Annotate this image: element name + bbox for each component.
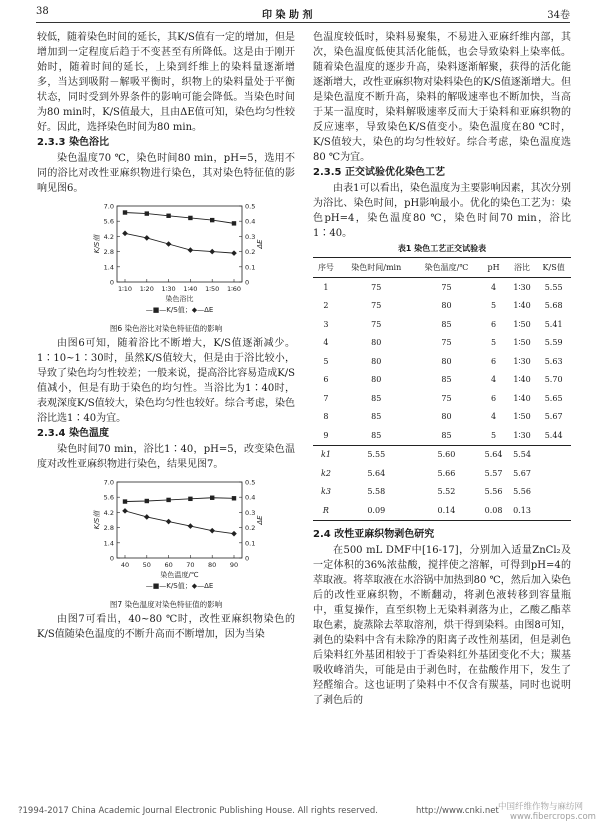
table-summary-row bbox=[313, 445, 571, 464]
paragraph: 较低，随着染色时间的延长，其K/S值有一定的增加，但是增加到一定程度后趋于不变甚至有所降低。这是由于刚开始时，随着时间的延长，上染到纤维上的染料量逐渐增多，当达到吸附－解吸平衡时，织物上的染料量处于平衡状态，同时受到外界条件的影响可能会降低。当染色时间为80 min时，K/S值最大，且由ΔE值可知，染色均匀性较好。因此，选择染色时间为80 min。 bbox=[37, 32, 295, 133]
y-tick-label: 1.4 bbox=[103, 263, 114, 272]
table-cell: 75 bbox=[371, 319, 382, 329]
series-line-ks bbox=[125, 498, 234, 502]
table-cell: 5.52 bbox=[437, 487, 456, 497]
data-point-ks bbox=[232, 221, 236, 225]
table-cell: 85 bbox=[441, 430, 452, 440]
table-cell: 6 bbox=[323, 375, 329, 385]
table-cell: 5.44 bbox=[544, 430, 563, 440]
table-cell: 80 bbox=[441, 301, 452, 311]
y-tick-label: 2.8 bbox=[103, 524, 114, 533]
table-cell: 75 bbox=[371, 282, 382, 292]
table-cell: 5.64 bbox=[367, 468, 386, 478]
table-cell: 5 bbox=[490, 430, 497, 440]
table-cell: 80 bbox=[441, 412, 452, 422]
table-cell: 5.65 bbox=[544, 393, 563, 403]
table-row bbox=[313, 315, 571, 334]
x-tick-label: 50 bbox=[142, 561, 151, 569]
table-cell: 6 bbox=[490, 356, 497, 366]
table-cell-empty bbox=[536, 501, 571, 520]
paragraph: 由表1可以看出，染色温度为主要影响因素，其次分别为浴比、染色时间，pH影响最小。优化的染色工艺为：染色pH=4，染色温度80 ℃，染色时间70 min，浴比1∶40。 bbox=[313, 183, 571, 239]
y-tick-label: 7.0 bbox=[103, 202, 114, 211]
section-heading-2-3-4: 2.3.4 染色温度 bbox=[37, 428, 109, 439]
data-point-ks bbox=[123, 210, 127, 214]
table-cell: 5.60 bbox=[414, 445, 480, 464]
table-cell: 5.59 bbox=[544, 338, 563, 348]
watermark-en: www.fibercrops.com bbox=[510, 812, 596, 822]
table-cell: 5.54 bbox=[508, 445, 536, 464]
y2-tick-label: 0.1 bbox=[245, 539, 256, 548]
page-number: 38 bbox=[36, 6, 49, 17]
table-cell: 5.70 bbox=[544, 375, 563, 385]
table-cell: 1 bbox=[323, 282, 329, 292]
x-tick-label: 70 bbox=[186, 561, 195, 569]
y-tick-label: 5.6 bbox=[103, 217, 114, 226]
table-cell: 4 bbox=[490, 375, 497, 385]
table-cell: 1∶40 bbox=[513, 393, 531, 403]
table-row bbox=[313, 297, 571, 316]
table-cell: 5.41 bbox=[544, 319, 563, 329]
y-axis-label: K/S值 bbox=[93, 510, 101, 530]
table-row bbox=[313, 408, 571, 427]
data-point-delta-e bbox=[144, 514, 150, 520]
y-tick-label: 2.8 bbox=[103, 248, 114, 257]
data-point-ks bbox=[188, 216, 192, 220]
data-point-delta-e bbox=[122, 231, 128, 237]
y2-tick-label: 0.2 bbox=[245, 248, 256, 257]
table-1-caption: 表1 染色工艺正交试验表 bbox=[397, 244, 487, 253]
series-line-delta-e bbox=[125, 511, 234, 534]
table-cell: 75 bbox=[441, 338, 452, 348]
y2-tick-label: 0.3 bbox=[245, 508, 256, 517]
table-cell: 5.57 bbox=[484, 468, 503, 478]
table-cell-empty bbox=[536, 464, 571, 483]
right-column bbox=[313, 30, 571, 708]
table-cell: 5.66 bbox=[437, 468, 456, 478]
table-cell: 85 bbox=[441, 375, 452, 385]
table-cell: 3 bbox=[323, 319, 329, 329]
data-point-ks bbox=[210, 496, 214, 500]
table-cell: 8 bbox=[323, 412, 329, 422]
table-cell: 80 bbox=[371, 338, 382, 348]
table-cell: 5 bbox=[490, 338, 497, 348]
table-cell: 6 bbox=[490, 319, 497, 329]
table-cell: 2 bbox=[323, 301, 329, 311]
section-heading-2-3-5: 2.3.5 正交试验优化染色工艺 bbox=[313, 167, 445, 178]
table-cell: 5.63 bbox=[544, 356, 563, 366]
table-cell: 6 bbox=[490, 393, 497, 403]
x-tick-label: 60 bbox=[164, 561, 173, 569]
table-cell: 0.09 bbox=[339, 501, 414, 520]
table-cell: 80 bbox=[371, 356, 382, 366]
table-row bbox=[313, 371, 571, 390]
data-point-ks bbox=[188, 497, 192, 501]
cnki-url[interactable]: http://www.cnki.net bbox=[416, 806, 499, 816]
data-point-delta-e bbox=[231, 531, 237, 537]
table-cell: 1∶30 bbox=[513, 356, 531, 366]
table-row bbox=[313, 334, 571, 353]
table-cell: 9 bbox=[323, 430, 329, 440]
table-cell: 1∶40 bbox=[513, 301, 531, 311]
x-axis-label: 染色温度/℃ bbox=[160, 571, 199, 579]
y2-tick-label: 0.5 bbox=[245, 478, 256, 487]
table-cell: 75 bbox=[441, 282, 452, 292]
copyright-notice: ?1994-2017 China Academic Journal Electronic Publishing House. All rights reserved. bbox=[18, 806, 378, 816]
table-cell: 0.08 bbox=[479, 501, 507, 520]
table-cell: 85 bbox=[441, 319, 452, 329]
x-tick-label: 90 bbox=[229, 561, 239, 569]
table-cell: R bbox=[313, 501, 339, 520]
figure-7 bbox=[37, 476, 295, 610]
table-cell: 5.55 bbox=[339, 445, 414, 464]
x-tick-label: 1∶50 bbox=[205, 285, 220, 293]
y2-tick-label: 0.3 bbox=[245, 232, 256, 241]
y2-tick-label: 0.4 bbox=[245, 217, 256, 226]
data-point-ks bbox=[232, 496, 236, 500]
series-line-delta-e bbox=[125, 233, 234, 253]
x-tick-label: 1∶10 bbox=[117, 285, 133, 293]
y2-tick-label: 0.5 bbox=[245, 202, 256, 211]
data-point-ks bbox=[123, 499, 127, 503]
x-tick-label: 80 bbox=[208, 561, 217, 569]
table-cell: 5.58 bbox=[367, 487, 386, 497]
data-point-delta-e bbox=[188, 247, 194, 253]
table-header-cell: pH bbox=[479, 258, 507, 278]
table-cell: 5.67 bbox=[544, 412, 563, 422]
table-cell: 5.56 bbox=[513, 487, 531, 497]
table-cell: 1∶40 bbox=[513, 375, 531, 385]
table-row bbox=[313, 426, 571, 445]
table-row bbox=[313, 278, 571, 297]
y2-tick-label: 0 bbox=[245, 554, 250, 563]
table-header-cell: 浴比 bbox=[508, 258, 536, 278]
y-tick-label: 4.2 bbox=[103, 508, 114, 517]
paragraph: 由图6可知，随着浴比不断增大，K/S值逐渐减少。1∶10~1∶30时，虽然K/S值较大，但是由于浴比较小，导致了染色均匀性较差；一般来说，提高浴比容易造成K/S值减小，但是有助于染色的均匀性。当浴比为1∶40时，表观深度K/S值较大，染色均匀性也较好。综合考虑，染色浴比选1∶40为宜。 bbox=[37, 338, 295, 424]
table-cell: 4 bbox=[490, 282, 497, 292]
x-tick-label: 40 bbox=[120, 561, 130, 569]
header-rule bbox=[36, 22, 570, 23]
table-cell: 4 bbox=[323, 338, 329, 348]
chart-legend: —■—K/S值；◆—ΔE bbox=[145, 582, 214, 590]
paragraph: 在500 mL DMF中[16-17]，分别加入适量ZnCl₂及一定体积的36%浓盐酸，搅拌使之溶解，可得到pH=4的萃取液。将萃取液在水浴锅中加热到80 ℃，然后加入染色后的改性亚麻织物，不断翻动，将剥色液转移到容量瓶中，重复操作，直至织物上无染料剥落为止，乙酸乙酯萃取色素，旋蒸除去萃取溶剂，烘干得到染料。由图8可知，剥色的染料中含有未除净的阳离子改性剂基团，但是剥色后染料红外基团相较于丁香染料红外基团变化不大；羰基吸收峰消失，可能是由于剥色时，在盐酸作用下，发生了羟醛缩合。这也证明了染料中不仅含有羰基，同时也说明了剥色后的 bbox=[313, 544, 571, 706]
y2-axis-label: ΔE bbox=[256, 239, 264, 249]
table-row bbox=[313, 352, 571, 371]
series-line-ks bbox=[125, 213, 234, 224]
figure-6 bbox=[37, 200, 295, 334]
data-point-delta-e bbox=[188, 523, 194, 529]
table-cell: 75 bbox=[371, 301, 382, 311]
table-cell: 5.67 bbox=[513, 468, 531, 478]
y-tick-label: 0 bbox=[109, 278, 114, 287]
table-summary-row bbox=[313, 501, 571, 520]
y2-tick-label: 0.2 bbox=[245, 524, 256, 533]
table-cell: 75 bbox=[441, 393, 452, 403]
table-cell: 5.56 bbox=[484, 487, 503, 497]
table-cell: 4 bbox=[490, 412, 497, 422]
data-point-delta-e bbox=[122, 508, 128, 514]
data-point-delta-e bbox=[166, 241, 172, 247]
table-cell: k1 bbox=[313, 445, 339, 464]
plot-frame bbox=[117, 206, 242, 282]
table-cell-empty bbox=[536, 483, 571, 502]
y-tick-label: 7.0 bbox=[103, 478, 114, 487]
table-1 bbox=[313, 257, 571, 521]
table-cell-empty bbox=[536, 445, 571, 464]
table-cell: 80 bbox=[441, 356, 452, 366]
table-header-cell: 序号 bbox=[313, 258, 339, 278]
table-header-cell: 染色时间/min bbox=[339, 258, 414, 278]
table-cell: 7 bbox=[323, 393, 329, 403]
x-tick-label: 1∶20 bbox=[139, 285, 154, 293]
y2-tick-label: 0 bbox=[245, 278, 250, 287]
table-cell: 1∶50 bbox=[513, 319, 531, 329]
data-point-delta-e bbox=[166, 519, 172, 525]
table-header-row bbox=[313, 258, 571, 278]
y2-tick-label: 0.4 bbox=[245, 493, 256, 502]
table-cell: 85 bbox=[371, 412, 382, 422]
plot-frame bbox=[117, 482, 242, 558]
table-1-body bbox=[313, 278, 571, 521]
y-tick-label: 1.4 bbox=[103, 539, 114, 548]
data-point-ks bbox=[145, 499, 149, 503]
table-summary-row bbox=[313, 483, 571, 502]
figure-6-chart bbox=[37, 200, 295, 318]
table-cell: 5 bbox=[323, 356, 329, 366]
left-column bbox=[37, 30, 295, 642]
figure-6-caption: 图6 染色浴比对染色特征值的影响 bbox=[109, 324, 223, 333]
table-cell: 85 bbox=[371, 430, 382, 440]
table-cell: 1∶30 bbox=[513, 282, 531, 292]
y2-tick-label: 0.1 bbox=[245, 263, 256, 272]
journal-name: 印 染 助 剂 bbox=[262, 10, 313, 21]
running-header bbox=[36, 6, 570, 22]
table-cell: 85 bbox=[371, 393, 382, 403]
paragraph: 色温度较低时，染料易聚集，不易进入亚麻纤维内部，其次，染色温度低使其活化能低，也会导致染料上染率低。随着染色温度的逐步升高，染料逐渐解聚，获得的活化能逐渐增大，改性亚麻织物对染料染色的K/S值逐渐增大。但是染色温度不断升高，染料的解吸速率也不断加快，当高于某一温度时，染料解吸速率反而大于染料和亚麻织物的反应速率，导致染色K/S值变小。染色温度在80 ℃时，K/S值较大，染色的均匀性较好。综合考虑，染色温度选80 ℃为宜。 bbox=[313, 32, 571, 163]
paragraph: 染色温度70 ℃，染色时间80 min，pH=5，选用不同的浴比对改性亚麻织物进行染色，其对染色特征值的影响见图6。 bbox=[37, 153, 295, 194]
table-cell: k3 bbox=[320, 487, 331, 497]
data-point-ks bbox=[166, 498, 170, 502]
data-point-delta-e bbox=[209, 249, 215, 255]
table-header-cell: K/S值 bbox=[536, 258, 571, 278]
y-tick-label: 5.6 bbox=[103, 493, 114, 502]
table-cell: 1∶30 bbox=[513, 430, 531, 440]
table-cell: 1∶50 bbox=[513, 338, 531, 348]
x-axis-label: 染色浴比 bbox=[165, 295, 194, 303]
section-heading-2-4: 2.4 改性亚麻织物剥色研究 bbox=[313, 528, 435, 540]
table-cell: 5.64 bbox=[479, 445, 507, 464]
table-cell: 5.55 bbox=[544, 282, 563, 292]
paragraph: 染色时间70 min，浴比1∶40，pH=5，改变染色温度对改性亚麻织物进行染色，结果见图7。 bbox=[37, 444, 295, 470]
table-cell: 5 bbox=[490, 301, 497, 311]
table-cell: 1∶50 bbox=[513, 412, 531, 422]
figure-7-caption: 图7 染色温度对染色特征值的影响 bbox=[109, 600, 223, 609]
x-tick-label: 1∶60 bbox=[226, 285, 242, 293]
paragraph: 由图7可看出，40~80 ℃时，改性亚麻织物染色的K/S值随染色温度的不断升高而不断增加，因为当染 bbox=[37, 614, 295, 640]
data-point-delta-e bbox=[144, 235, 150, 241]
figure-7-chart bbox=[37, 476, 295, 594]
data-point-ks bbox=[166, 214, 170, 218]
y2-axis-label: ΔE bbox=[256, 515, 264, 525]
table-cell: 5.68 bbox=[544, 301, 563, 311]
table-cell: 80 bbox=[371, 375, 382, 385]
volume-number: 34卷 bbox=[547, 10, 570, 21]
table-cell: 0.13 bbox=[508, 501, 536, 520]
table-cell: k2 bbox=[320, 468, 331, 478]
y-tick-label: 0 bbox=[109, 554, 114, 563]
table-row bbox=[313, 389, 571, 408]
data-point-delta-e bbox=[231, 250, 237, 256]
data-point-ks bbox=[145, 211, 149, 215]
x-tick-label: 1∶40 bbox=[183, 285, 198, 293]
data-point-ks bbox=[210, 218, 214, 222]
y-tick-label: 4.2 bbox=[103, 232, 114, 241]
x-tick-label: 1∶30 bbox=[161, 285, 176, 293]
data-point-delta-e bbox=[209, 528, 215, 534]
table-summary-row bbox=[313, 464, 571, 483]
table-cell: 0.14 bbox=[414, 501, 480, 520]
y-axis-label: K/S值 bbox=[93, 234, 101, 254]
table-header-cell: 染色温度/℃ bbox=[414, 258, 480, 278]
watermark-cn: 中国纤维作物与麻纺网 bbox=[498, 802, 584, 812]
chart-legend: —■—K/S值；◆—ΔE bbox=[145, 306, 214, 314]
section-heading-2-3-3: 2.3.3 染色浴比 bbox=[37, 137, 109, 148]
